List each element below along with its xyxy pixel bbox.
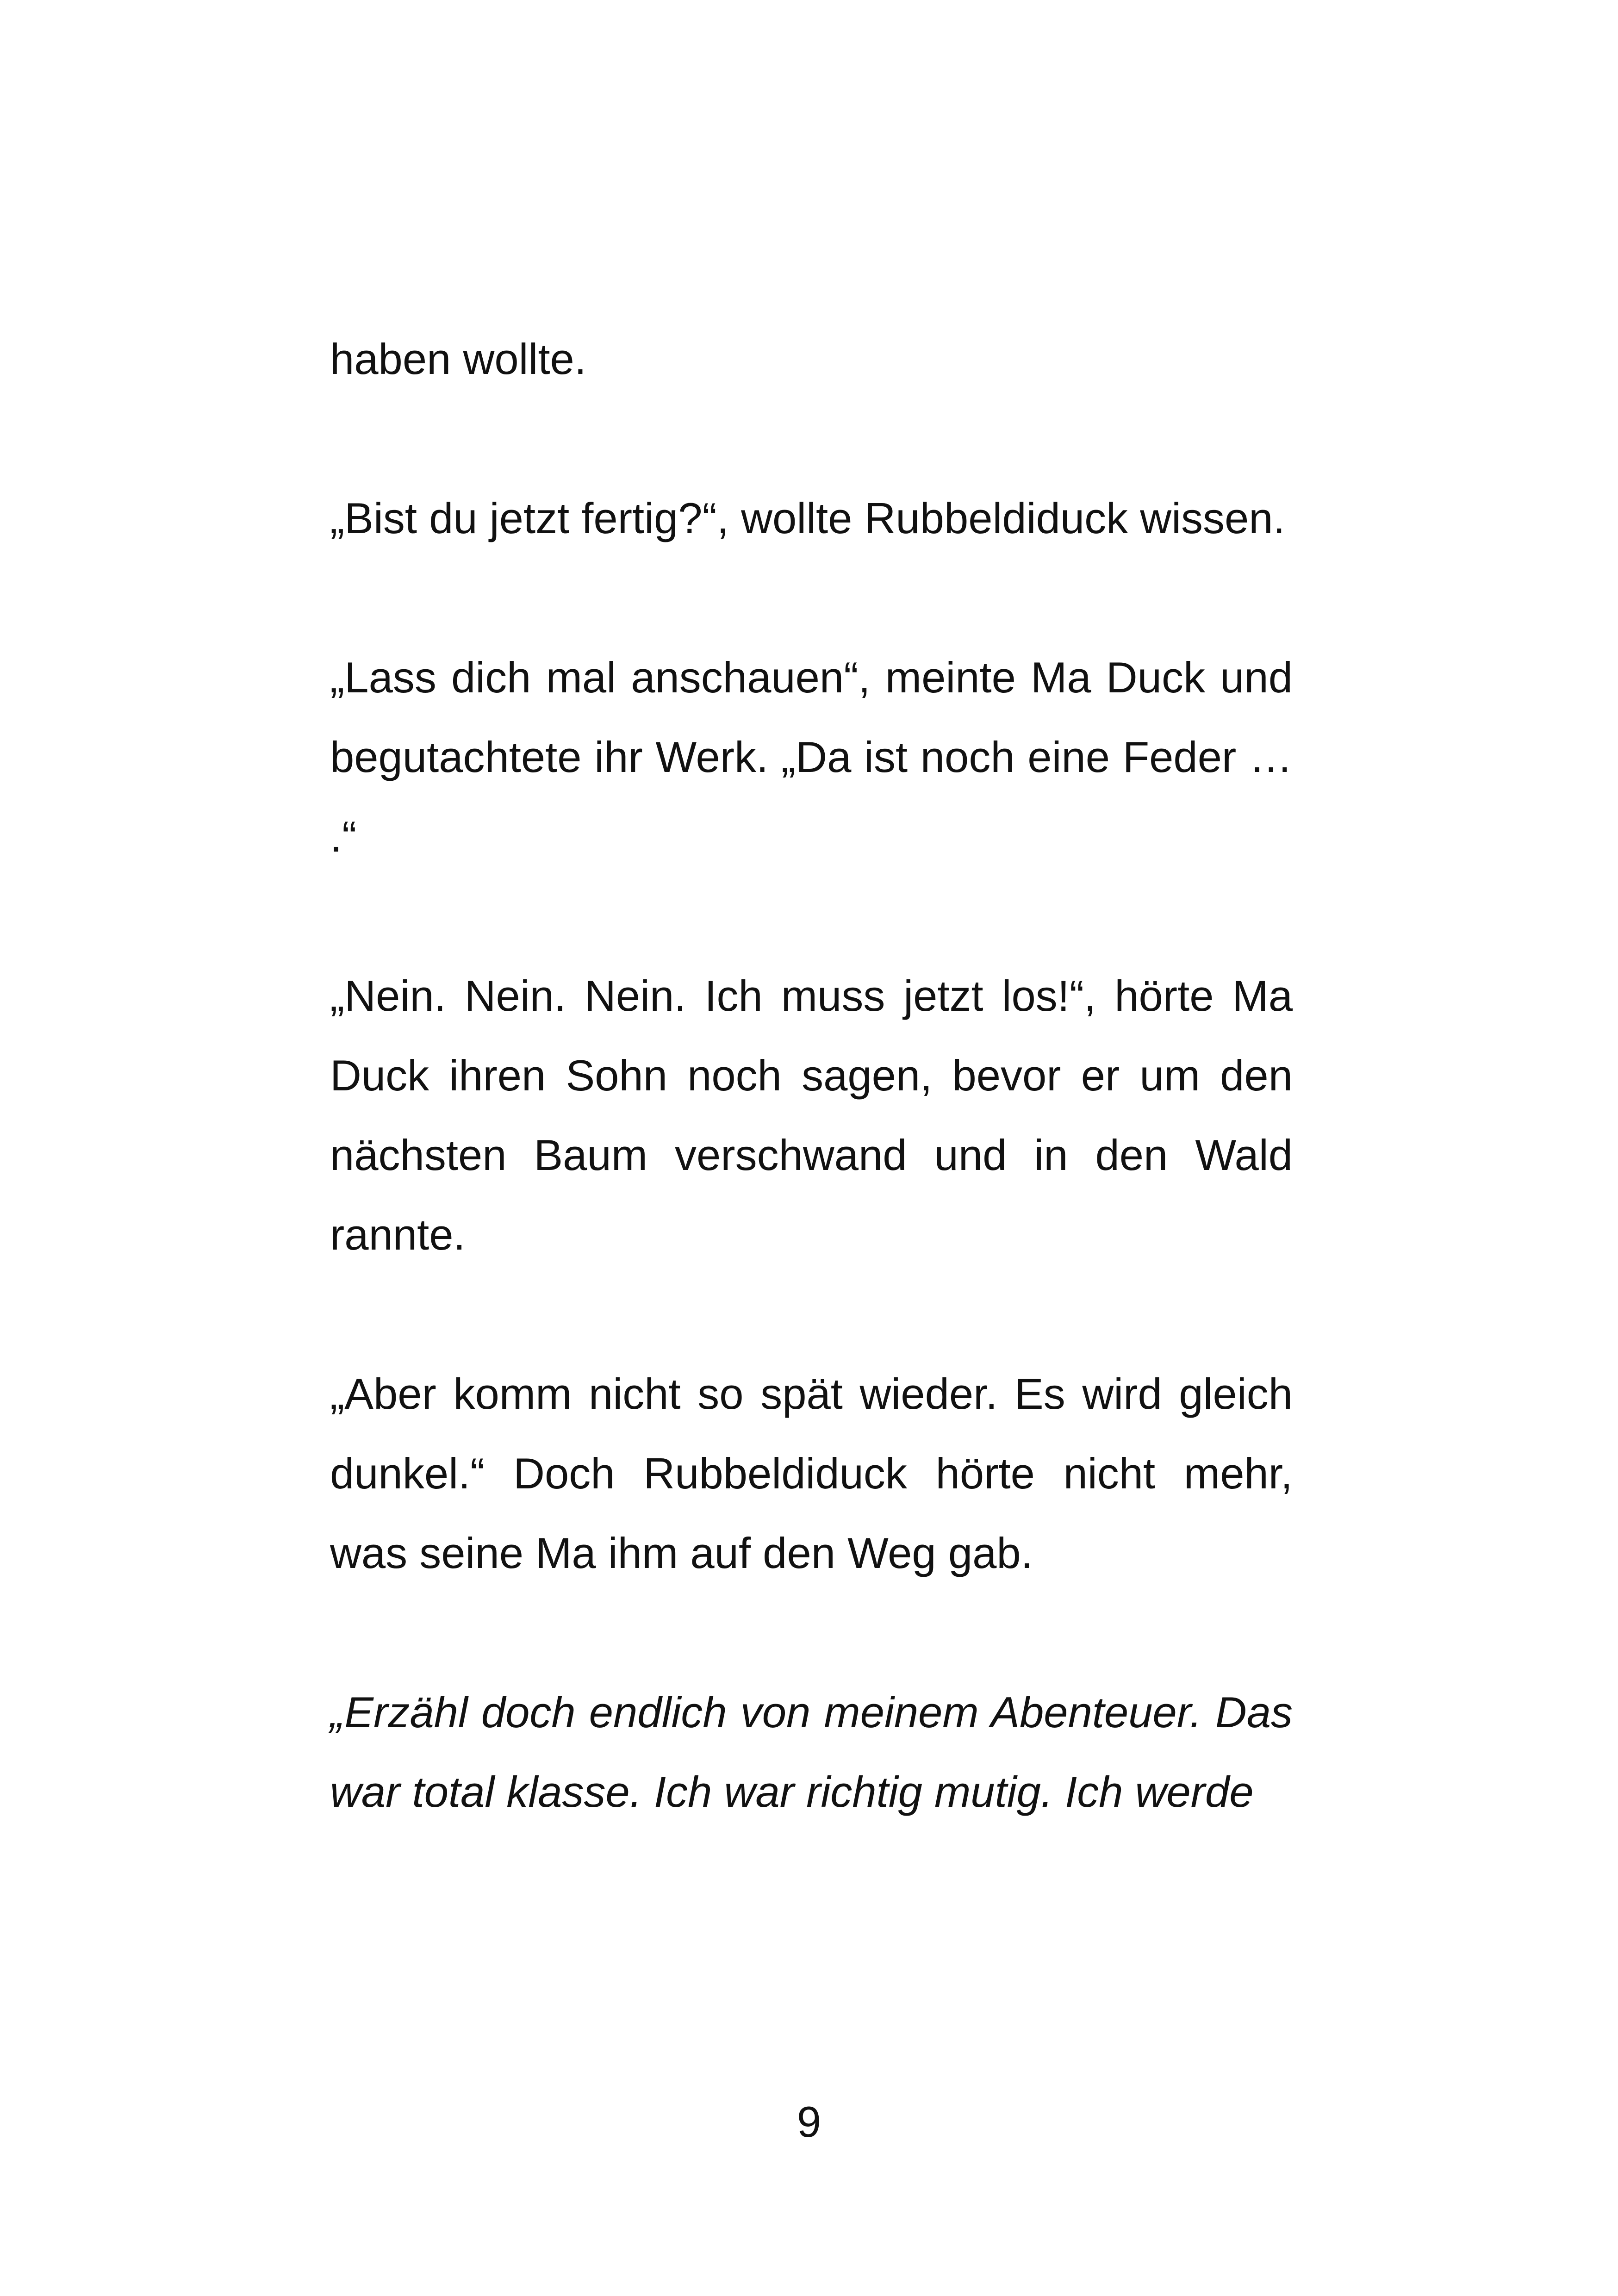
paragraph: „Lass dich mal anschauen“, meinte Ma Duck und begutachtete ihr Werk. „Da ist noch eine Feder … .“ [330,653,1293,861]
paragraph: „Bist du jetzt fertig?“, wollte Rubbeldiduck wissen. [330,494,1285,542]
page-number: 9 [797,2097,821,2146]
paragraph: haben wollte. [330,335,586,383]
paragraph-italic: „Erzähl doch endlich von meinem Abenteuer. Das war total klasse. Ich war richtig mutig. Ich werde [330,1688,1293,1816]
body-text [330,319,1293,1911]
paragraph: „Aber komm nicht so spät wieder. Es wird gleich dunkel.“ Doch Rubbeldiduck hörte nicht mehr, was seine Ma ihm auf den Weg gab. [330,1369,1293,1577]
paragraph: „Nein. Nein. Nein. Ich muss jetzt los!“, hörte Ma Duck ihren Sohn noch sagen, bevor er um den nächsten Baum verschwand und in den Wald rannte. [330,971,1293,1259]
